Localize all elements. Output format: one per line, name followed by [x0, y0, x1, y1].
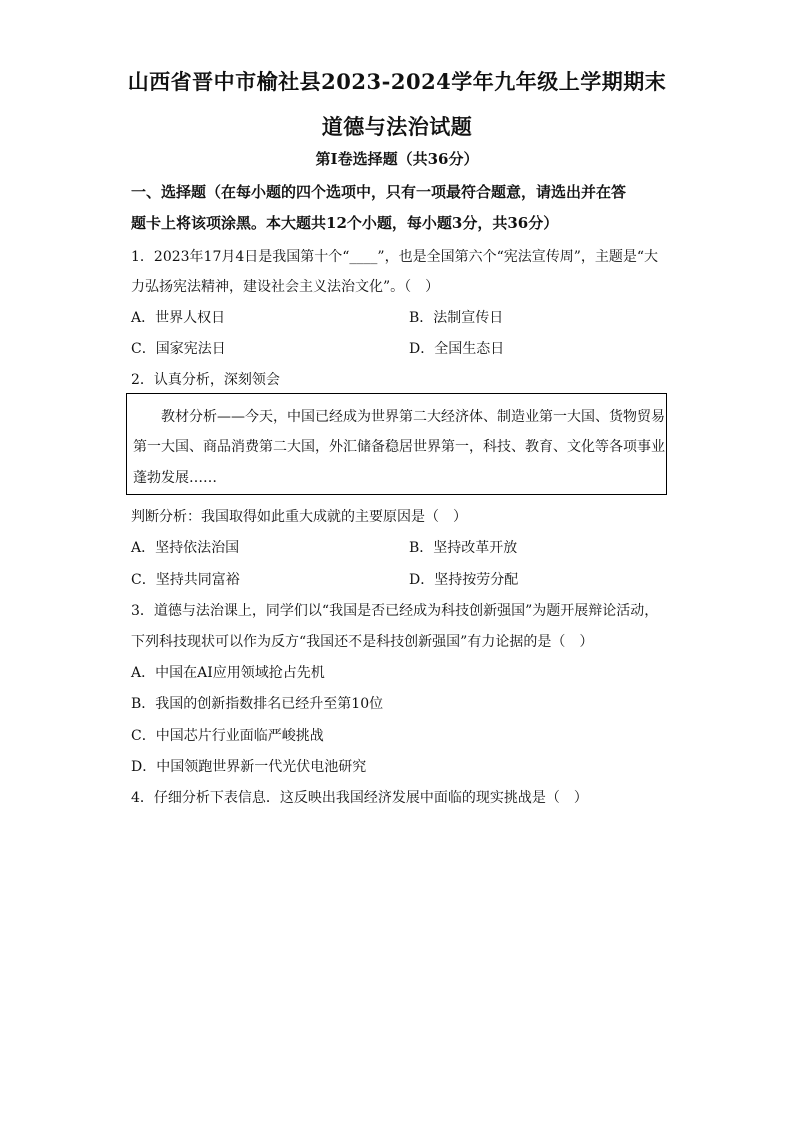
- question-2-passage-box: [126, 393, 667, 495]
- question-3-option-a: A．中国在AI应用领域抢占先机: [131, 665, 325, 681]
- question-3-option-b: B．我国的创新指数排名已经升至第10位: [131, 696, 384, 712]
- passage-line: 蓬勃发展……: [133, 470, 217, 486]
- question-1-stem-line2: 力弘扬宪法精神，建设社会主义法治文化”。（ ）: [131, 279, 440, 295]
- section-instructions-line2: 题卡上将该项涂黑。本大题共12个小题，每小题3分，共36分）: [131, 214, 559, 232]
- question-3-option-c: C．中国芯片行业面临严峻挑战: [131, 728, 324, 744]
- question-1-option-a: A．世界人权日: [131, 310, 226, 326]
- passage-line: 教材分析——今天，中国已经成为世界第二大经济体、制造业第一大国、货物贸易: [161, 409, 665, 425]
- exam-title-line2: 道德与法治试题: [321, 114, 473, 139]
- question-2-option-a: A．坚持依法治国: [131, 540, 240, 556]
- section-instructions-line1: 一、选择题（在每小题的四个选项中，只有一项最符合题意，请选出并在答: [131, 183, 627, 201]
- passage-line: 第一大国、商品消费第二大国，外汇储备稳居世界第一，科技、教育、文化等各项事业: [133, 439, 665, 455]
- question-2-option-d: D．坚持按劳分配: [409, 572, 519, 588]
- question-3-stem-line2: 下列科技现状可以作为反方“我国还不是科技创新强国”有力论据的是（ ）: [131, 634, 594, 650]
- question-3-option-d: D．中国领跑世界新一代光伏电池研究: [131, 759, 367, 775]
- question-2-option-b: B．坚持改革开放: [409, 540, 518, 556]
- question-1-option-b: B．法制宣传日: [409, 310, 504, 326]
- question-2-stem-line2: 判断分析：我国取得如此重大成就的主要原因是（ ）: [131, 509, 467, 525]
- question-4-stem-line1: 4．仔细分析下表信息．这反映出我国经济发展中面临的现实挑战是（ ）: [131, 790, 588, 806]
- question-1-option-d: D．全国生态日: [409, 341, 505, 357]
- section-title: 第Ⅰ卷选择题（共36分）: [315, 150, 479, 168]
- question-2-stem-line1: 2．认真分析，深刻领会: [131, 372, 280, 388]
- question-1-stem-line1: 1．2023年17月4日是我国第十个“____”，也是全国第六个“宪法宣传周”，主题是“大: [131, 249, 659, 265]
- question-1-option-c: C．国家宪法日: [131, 341, 226, 357]
- question-2-option-c: C．坚持共同富裕: [131, 572, 240, 588]
- exam-title-line1: 山西省晋中市榆社县2023-2024学年九年级上学期期末: [127, 69, 667, 94]
- question-3-stem-line1: 3．道德与法治课上，同学们以“我国是否已经成为科技创新强国”为题开展辩论活动，: [131, 603, 659, 619]
